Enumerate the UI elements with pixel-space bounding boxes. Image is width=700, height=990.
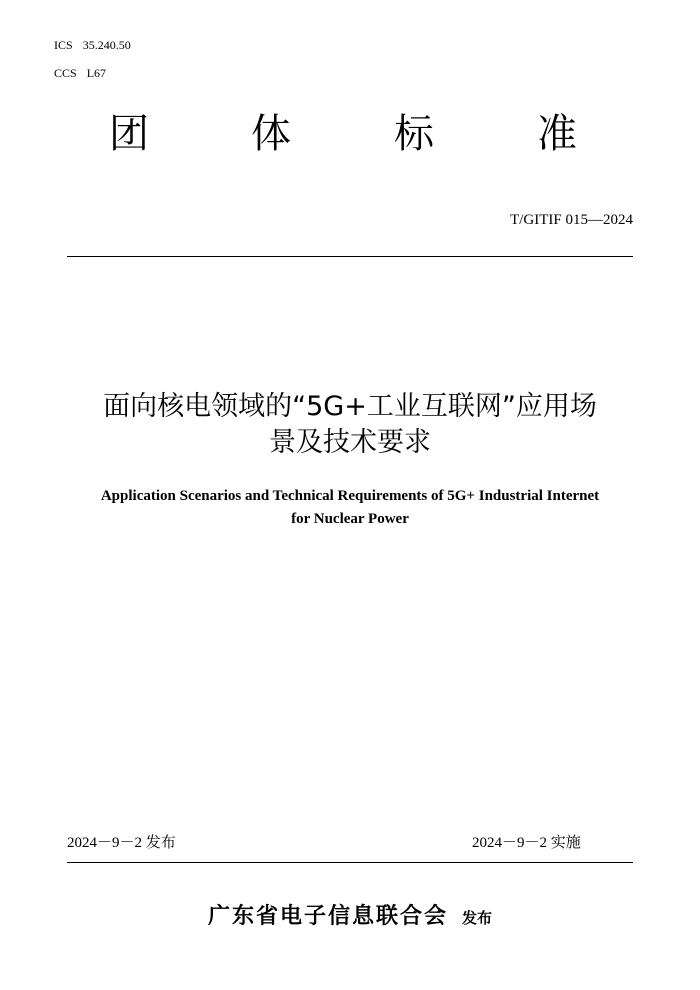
chinese-title: [60, 389, 640, 461]
implement-date: 2024－9－2 实施: [472, 835, 581, 851]
standard-type-heading: [0, 108, 700, 160]
bottom-divider: [67, 862, 633, 863]
top-divider: [67, 256, 633, 257]
english-title-line-2: for Nuclear Power: [291, 511, 409, 527]
english-title: [60, 485, 640, 531]
standard-type-char-1: 团: [109, 111, 149, 157]
ccs-line: [54, 66, 106, 80]
ics-line: [54, 38, 131, 52]
ccs-code: L67: [86, 66, 107, 80]
publisher-line: [0, 902, 700, 933]
english-title-line-1: Application Scenarios and Technical Requirements of 5G+ Industrial Internet: [100, 488, 600, 504]
chinese-title-line-1: 面向核电领域的“5G+工业互联网”应用场: [103, 391, 597, 422]
chinese-title-line-2: 景及技术要求: [269, 427, 431, 458]
standard-type-char-4: 准: [537, 111, 577, 157]
ccs-label: CCS: [54, 66, 77, 80]
ics-code: 35.240.50: [82, 38, 131, 52]
publisher-action: 发布: [462, 909, 493, 927]
publisher-organization: 广东省电子信息联合会: [207, 904, 448, 929]
standard-number: T/GITIF 015—2024: [510, 212, 633, 228]
standard-type-char-2: 体: [251, 111, 291, 157]
ics-label: ICS: [54, 38, 73, 52]
standard-type-char-3: 标: [394, 111, 434, 157]
publish-date: 2024－9－2 发布: [67, 835, 176, 851]
